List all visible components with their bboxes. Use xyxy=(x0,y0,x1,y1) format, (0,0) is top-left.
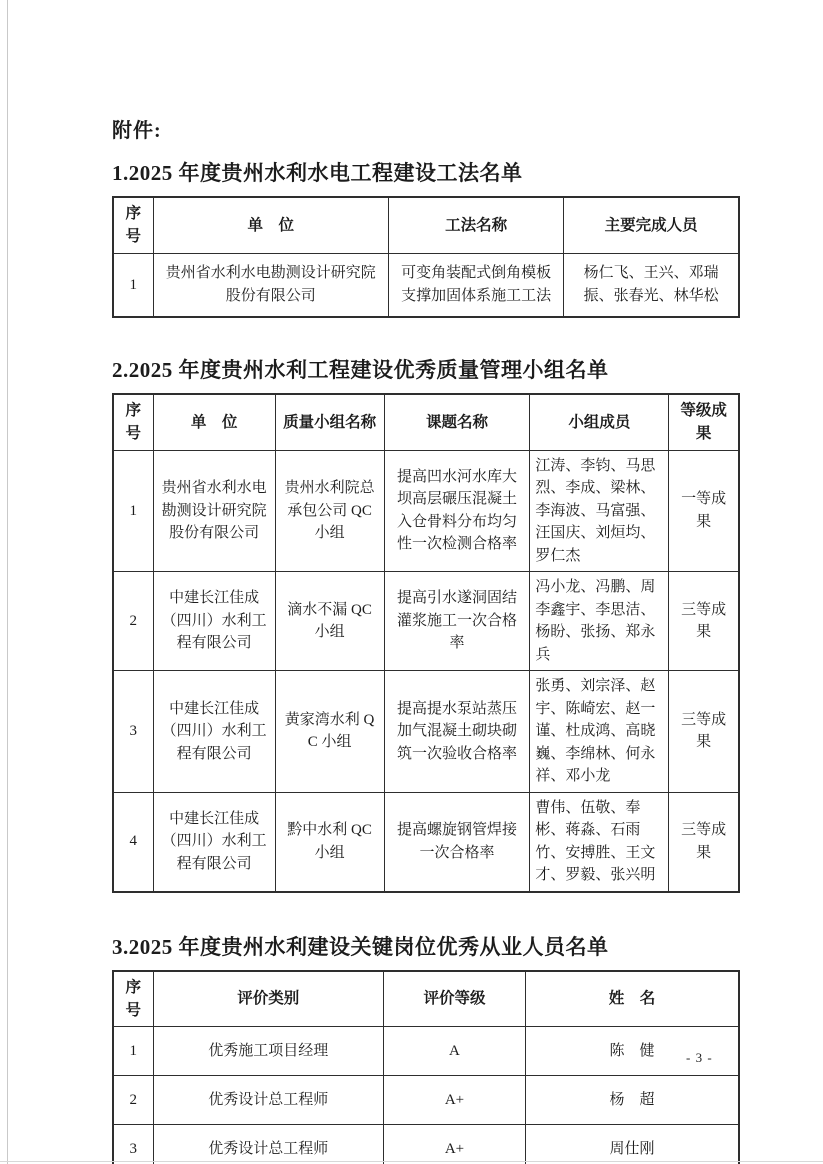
cell-unit: 贵州省水利水电勘测设计研究院股份有限公司 xyxy=(153,253,388,317)
table-row xyxy=(113,671,739,793)
col-header-level: 评价等级 xyxy=(383,971,525,1027)
cell-unit: 中建长江佳成（四川）水利工程有限公司 xyxy=(153,572,275,671)
cell-level: A xyxy=(383,1027,525,1076)
cell-category: 优秀设计总工程师 xyxy=(153,1076,383,1125)
col-header-index: 序号 xyxy=(113,394,153,450)
cell-index: 4 xyxy=(113,792,153,892)
cell-level: A+ xyxy=(383,1125,525,1164)
col-header-method: 工法名称 xyxy=(388,197,563,253)
col-header-group: 质量小组名称 xyxy=(275,394,384,450)
section3-title: 3.2025 年度贵州水利建设关键岗位优秀从业人员名单 xyxy=(112,934,609,959)
cell-topic: 提高引水遂洞固结灌浆施工一次合格率 xyxy=(384,572,530,671)
cell-topic: 提高凹水河水库大坝高层碾压混凝土入仓骨料分布均匀性一次检测合格率 xyxy=(384,450,530,572)
table-header-row xyxy=(113,971,739,1027)
cell-group: 贵州水利院总承包公司 QC 小组 xyxy=(275,450,384,572)
col-header-category: 评价类别 xyxy=(153,971,383,1027)
cell-method: 可变角装配式倒角模板支撑加固体系施工工法 xyxy=(388,253,563,317)
cell-group: 滴水不漏 QC 小组 xyxy=(275,572,384,671)
cell-index: 2 xyxy=(113,1076,153,1125)
attachment-label: 附件: xyxy=(112,120,162,142)
cell-grade: 三等成果 xyxy=(669,671,739,793)
cell-category: 优秀设计总工程师 xyxy=(153,1125,383,1164)
table-row xyxy=(113,450,739,572)
cell-name: 杨 超 xyxy=(526,1076,739,1125)
table-header-row xyxy=(113,197,739,253)
table-qc-groups xyxy=(112,393,740,893)
col-header-topic: 课题名称 xyxy=(384,394,530,450)
col-header-index: 序号 xyxy=(113,971,153,1027)
cell-members: 冯小龙、冯鹏、周李鑫宇、李思洁、杨盼、张扬、郑永兵 xyxy=(530,572,669,671)
cell-index: 1 xyxy=(113,253,153,317)
cell-grade: 三等成果 xyxy=(669,792,739,892)
col-header-unit: 单 位 xyxy=(153,394,275,450)
cell-grade: 三等成果 xyxy=(669,572,739,671)
cell-index: 2 xyxy=(113,572,153,671)
cell-index: 3 xyxy=(113,671,153,793)
cell-unit: 贵州省水利水电勘测设计研究院股份有限公司 xyxy=(153,450,275,572)
document-content xyxy=(112,114,740,1164)
table-row xyxy=(113,253,739,317)
cell-index: 3 xyxy=(113,1125,153,1164)
cell-members: 江涛、李钧、马思烈、李成、梁林、李海波、马富强、汪国庆、刘烜均、罗仁杰 xyxy=(530,450,669,572)
table-row xyxy=(113,1027,739,1076)
cell-group: 黔中水利 QC 小组 xyxy=(275,792,384,892)
cell-members: 张勇、刘宗泽、赵宇、陈崎宏、赵一谨、杜成鸿、高晓巍、李绵林、何永祥、邓小龙 xyxy=(530,671,669,793)
col-header-people: 主要完成人员 xyxy=(564,197,739,253)
cell-topic: 提高螺旋钢管焊接一次合格率 xyxy=(384,792,530,892)
cell-grade: 一等成果 xyxy=(669,450,739,572)
cell-name: 陈 健 xyxy=(526,1027,739,1076)
table-construction-methods xyxy=(112,196,740,318)
cell-name: 周仕刚 xyxy=(526,1125,739,1164)
table-key-personnel xyxy=(112,970,740,1164)
table-row xyxy=(113,1076,739,1125)
col-header-index: 序号 xyxy=(113,197,153,253)
cell-topic: 提高提水泵站蒸压加气混凝土砌块砌筑一次验收合格率 xyxy=(384,671,530,793)
cell-people: 杨仁飞、王兴、邓瑞振、张春光、林华松 xyxy=(564,253,739,317)
page-number: - 3 - xyxy=(686,1050,713,1065)
table-row xyxy=(113,1125,739,1164)
col-header-members: 小组成员 xyxy=(530,394,669,450)
table-row xyxy=(113,792,739,892)
cell-level: A+ xyxy=(383,1076,525,1125)
cell-group: 黄家湾水利 QC 小组 xyxy=(275,671,384,793)
cell-unit: 中建长江佳成（四川）水利工程有限公司 xyxy=(153,671,275,793)
cell-unit: 中建长江佳成（四川）水利工程有限公司 xyxy=(153,792,275,892)
cell-members: 曹伟、伍敬、奉彬、蒋淼、石雨竹、安搏胜、王文才、罗毅、张兴明 xyxy=(530,792,669,892)
section1-title: 1.2025 年度贵州水利水电工程建设工法名单 xyxy=(112,161,523,185)
cell-index: 1 xyxy=(113,450,153,572)
col-header-unit: 单 位 xyxy=(153,197,388,253)
col-header-grade: 等级成果 xyxy=(669,394,739,450)
cell-category: 优秀施工项目经理 xyxy=(153,1027,383,1076)
cell-index: 1 xyxy=(113,1027,153,1076)
section2-title: 2.2025 年度贵州水利工程建设优秀质量管理小组名单 xyxy=(112,358,609,382)
col-header-name: 姓 名 xyxy=(526,971,739,1027)
table-row xyxy=(113,572,739,671)
table-header-row xyxy=(113,394,739,450)
